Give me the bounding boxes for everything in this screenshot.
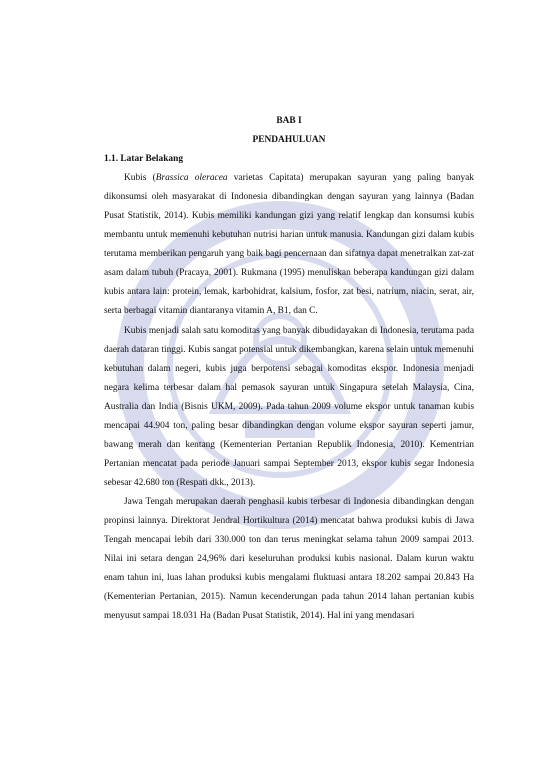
paragraph-2: Kubis menjadi salah satu komoditas yang banyak dibudidayakan di Indonesia, terutama pada daerah dataran tinggi. Kubis sangat potensial untuk dikembangkan, karena selain untuk memenuhi kebutuhan dalam negeri, kubis juga berpotensi sebagai komoditas ekspor. Indonesia menjadi negara kelima terbesar dalam hal pemasok sayuran untuk Singapura setelah Malaysia, Cina, Australia dan India (Bisnis UKM, 2009). Pada tahun 2009 volume ekspor untuk tanaman kubis mencapai 44.904 ton, paling besar dibandingkan dengan volume ekspor sayuran seperti jamur, bawang merah dan kentang (Kementerian Pertanian Republik Indonesia, 2010). Kementrian Pertanian mencatat pada periode Januari sampai September 2013, ekspor kubis segar Indonesia sebesar 42.680 ton (Respati dkk., 2013). — [104, 325, 474, 488]
scientific-name: Brassica oleracea — [155, 173, 228, 184]
paragraph-3: Jawa Tengah merupakan daerah penghasil kubis terbesar di Indonesia dibandingkan dengan propinsi lainnya. Direktorat Jendral Hortikultura (2014) mencatat bahwa produksi kubis di Jawa Tengah mencapai lebih dari 330.000 ton dan terus meningkat selama tahun 2009 sampai 2013. Nilai ini setara dengan 24,96% dari keseluruhan produksi kubis nasional. Dalam kurun waktu enam tahun ini, luas lahan produksi kubis mengalami fluktuasi antara 18.202 sampai 20.843 Ha (Kementerian Pertanian, 2015). Namun kecenderungan pada tahun 2014 lahan pertanian kubis menyusut sampai 18.031 Ha (Badan Pusat Statistik, 2014). Hal ini yang mendasari — [104, 496, 474, 622]
document-body — [104, 112, 474, 626]
section-title: 1.1. Latar Belakang — [104, 154, 184, 165]
paragraph-1-intro: Kubis ( — [124, 173, 156, 184]
chapter-number: BAB I — [276, 116, 302, 126]
paragraph-1 — [104, 169, 474, 321]
paragraph-1-rest: varietas Capitata) merupakan sayuran yang paling banyak dikonsumsi oleh masyarakat di Indonesia dibandingkan dengan sayuran yang lainnya (Badan Pusat Statistik, 2014). Kubis memiliki kandungan gizi yang relatif lengkap dan konsumsi kubis membantu untuk memenuhi kebutuhan nutrisi harian untuk manusia. Kandungan gizi dalam kubis terutama memberikan pengaruh yang baik bagi pencernaan dan sifatnya dapat menetralkan zat-zat asam dalam tubuh (Pracaya, 2001). Rukmana (1995) menuliskan beberapa kandungan gizi dalam kubis antara lain: protein, lemak, karbohidrat, kalsium, fosfor, zat besi, natrium, niacin, serat, air, serta berbagai vitamin diantaranya vitamin A, B1, dan C. — [104, 173, 474, 317]
chapter-title: PENDAHULUAN — [252, 135, 326, 146]
